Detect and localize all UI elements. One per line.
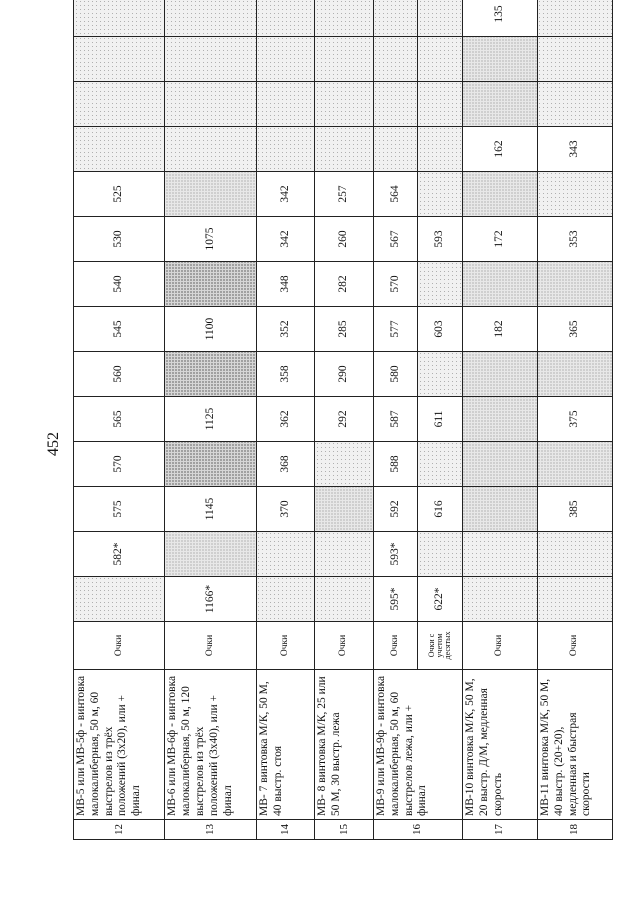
table-row	[165, 0, 256, 840]
value-cell: 570	[74, 442, 165, 487]
value-cell	[537, 442, 612, 487]
value-cell	[373, 0, 418, 37]
value-cell: 368	[256, 442, 315, 487]
value-cell: 582*	[74, 532, 165, 577]
value-cell: 616	[418, 487, 463, 532]
value-cell: 564	[373, 172, 418, 217]
value-cell: 342	[256, 217, 315, 262]
value-cell	[373, 37, 418, 82]
value-cell: 135	[462, 0, 537, 37]
event-description: МВ-10 винтовка М/К, 50 М, 20 выстр. Д/М, медленная скорость	[462, 670, 537, 820]
value-cell: 1145	[165, 487, 256, 532]
value-cell: 1100	[165, 307, 256, 352]
value-cell: 570	[373, 262, 418, 307]
value-cell	[537, 577, 612, 622]
value-cell: 595*	[373, 577, 418, 622]
value-cell	[537, 352, 612, 397]
standards-table	[73, 0, 613, 840]
unit-cell: Очки	[165, 622, 256, 670]
value-cell: 353	[537, 217, 612, 262]
row-number: 16	[373, 820, 462, 840]
value-cell	[315, 577, 374, 622]
value-cell	[315, 532, 374, 577]
row-number: 18	[537, 820, 612, 840]
value-cell: 172	[462, 217, 537, 262]
table-row	[537, 0, 612, 840]
value-cell: 365	[537, 307, 612, 352]
page-number: 452	[45, 432, 62, 456]
value-cell: 290	[315, 352, 374, 397]
unit-cell: Очки	[74, 622, 165, 670]
value-cell	[418, 0, 463, 37]
value-cell	[165, 127, 256, 172]
value-cell	[462, 532, 537, 577]
value-cell	[165, 37, 256, 82]
value-cell	[537, 0, 612, 37]
value-cell: 282	[315, 262, 374, 307]
value-cell: 622*	[418, 577, 463, 622]
value-cell	[74, 37, 165, 82]
value-cell: 580	[373, 352, 418, 397]
value-cell: 182	[462, 307, 537, 352]
event-description: МВ- 8 винтовка М/К, 25 или 50 М, 30 выстр. лежа	[315, 670, 374, 820]
value-cell: 587	[373, 397, 418, 442]
value-cell: 575	[74, 487, 165, 532]
value-cell	[462, 442, 537, 487]
value-cell	[256, 127, 315, 172]
unit-cell: Очки	[537, 622, 612, 670]
value-cell	[462, 37, 537, 82]
value-cell	[315, 82, 374, 127]
value-cell	[256, 37, 315, 82]
row-number: 13	[165, 820, 256, 840]
value-cell	[165, 82, 256, 127]
value-cell: 588	[373, 442, 418, 487]
value-cell	[462, 172, 537, 217]
value-cell	[165, 172, 256, 217]
value-cell	[537, 172, 612, 217]
value-cell	[74, 0, 165, 37]
value-cell	[418, 172, 463, 217]
value-cell	[462, 397, 537, 442]
event-description: МВ-5 или МВ-5ф - винтовка малокалиберная, 50 м, 60 выстрелов из трёх положений (3х20), или + финал	[74, 670, 165, 820]
value-cell	[537, 532, 612, 577]
value-cell: 603	[418, 307, 463, 352]
value-cell	[418, 352, 463, 397]
unit-cell: Очки	[373, 622, 418, 670]
value-cell	[315, 0, 374, 37]
value-cell: 358	[256, 352, 315, 397]
value-cell: 352	[256, 307, 315, 352]
value-cell	[315, 127, 374, 172]
value-cell	[256, 577, 315, 622]
value-cell	[418, 37, 463, 82]
value-cell	[256, 0, 315, 37]
value-cell: 343	[537, 127, 612, 172]
row-number: 14	[256, 820, 315, 840]
value-cell: 593*	[373, 532, 418, 577]
value-cell	[165, 352, 256, 397]
value-cell	[256, 532, 315, 577]
value-cell: 540	[74, 262, 165, 307]
value-cell: 285	[315, 307, 374, 352]
value-cell: 611	[418, 397, 463, 442]
table-row	[74, 0, 165, 840]
value-cell: 385	[537, 487, 612, 532]
value-cell	[418, 442, 463, 487]
value-cell: 292	[315, 397, 374, 442]
row-number: 15	[315, 820, 374, 840]
table-row	[256, 0, 315, 840]
value-cell	[418, 82, 463, 127]
value-cell	[373, 127, 418, 172]
value-cell	[537, 82, 612, 127]
table-row	[462, 0, 537, 840]
event-description: МВ-9 или МВ-9ф - винтовка малокалиберная, 50 м, 60 выстрелов лежа, или + финал	[373, 670, 462, 820]
value-cell: 342	[256, 172, 315, 217]
value-cell: 545	[74, 307, 165, 352]
value-cell: 567	[373, 217, 418, 262]
value-cell	[418, 262, 463, 307]
row-number: 12	[74, 820, 165, 840]
value-cell	[165, 532, 256, 577]
value-cell	[74, 577, 165, 622]
value-cell: 525	[74, 172, 165, 217]
value-cell: 260	[315, 217, 374, 262]
unit-cell: Очки	[462, 622, 537, 670]
event-description: МВ-6 или МВ-6ф - винтовка малокалиберная, 50 м, 120 выстрелов из трёх положений (3х40), или + финал	[165, 670, 256, 820]
value-cell: 257	[315, 172, 374, 217]
value-cell	[165, 262, 256, 307]
value-cell: 560	[74, 352, 165, 397]
standards-table-container	[73, 5, 613, 840]
value-cell	[315, 37, 374, 82]
value-cell	[165, 0, 256, 37]
value-cell	[74, 127, 165, 172]
value-cell: 1125	[165, 397, 256, 442]
value-cell	[418, 127, 463, 172]
value-cell	[256, 82, 315, 127]
value-cell: 530	[74, 217, 165, 262]
row-number: 17	[462, 820, 537, 840]
value-cell	[418, 532, 463, 577]
value-cell: 593	[418, 217, 463, 262]
value-cell	[462, 352, 537, 397]
value-cell	[462, 487, 537, 532]
table-row	[373, 0, 418, 840]
value-cell: 162	[462, 127, 537, 172]
value-cell: 577	[373, 307, 418, 352]
value-cell: 375	[537, 397, 612, 442]
value-cell	[315, 487, 374, 532]
unit-cell: Очки с учетом десятых	[418, 622, 463, 670]
value-cell: 362	[256, 397, 315, 442]
unit-cell: Очки	[315, 622, 374, 670]
value-cell	[74, 82, 165, 127]
value-cell	[462, 262, 537, 307]
event-description: МВ-11 винтовка М/К, 50 М, 40 выстр. (20+20), медленная и быстрая скорости	[537, 670, 612, 820]
value-cell: 565	[74, 397, 165, 442]
value-cell: 370	[256, 487, 315, 532]
table-row	[315, 0, 374, 840]
value-cell: 1075	[165, 217, 256, 262]
unit-cell: Очки	[256, 622, 315, 670]
value-cell	[537, 37, 612, 82]
value-cell	[462, 82, 537, 127]
value-cell	[165, 442, 256, 487]
value-cell: 1166*	[165, 577, 256, 622]
value-cell	[537, 262, 612, 307]
event-description: МВ- 7 винтовка М/К, 50 М, 40 выстр. стоя	[256, 670, 315, 820]
value-cell: 592	[373, 487, 418, 532]
value-cell	[462, 577, 537, 622]
value-cell	[315, 442, 374, 487]
value-cell: 348	[256, 262, 315, 307]
value-cell	[373, 82, 418, 127]
